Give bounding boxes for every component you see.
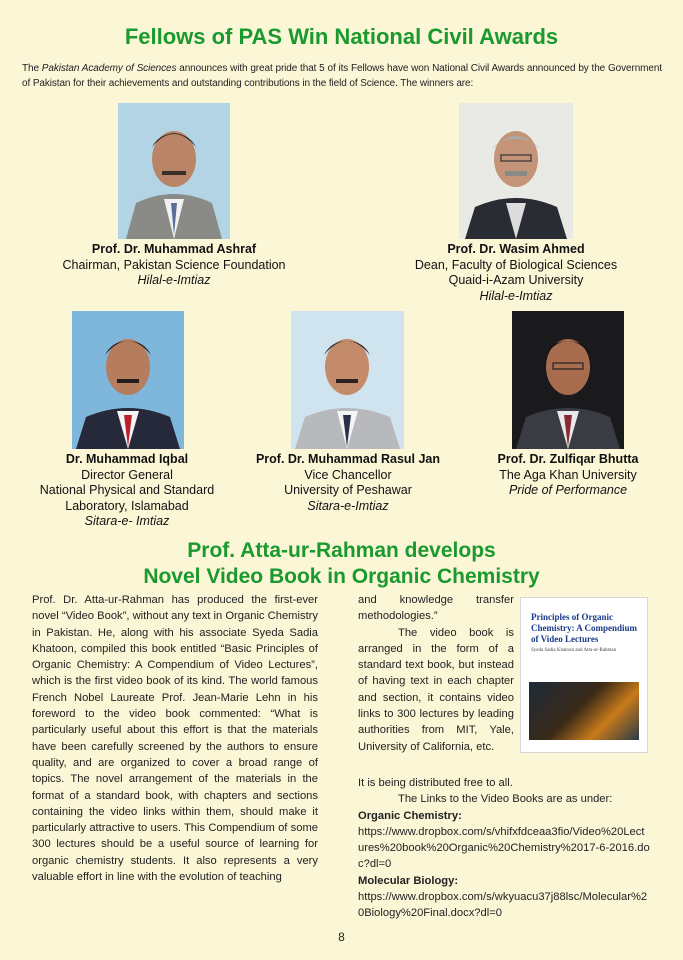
fellow-photo-wasim <box>459 103 573 239</box>
intro-paragraph: The Pakistan Academy of Sciences announces with great pride that 5 of its Fellows have won National Civil Awards announced by the Government of Pakistan for their achievements and outstanding contributions in the field of Science. The winners are: <box>22 63 662 89</box>
fellow-photo-bhutta <box>512 311 624 449</box>
article-right-column-bottom: It is being distributed free to all. The Links to the Video Books are as under: Organic Chemistry: https://www.dropbox.com/s/vhifxfdceaa3fio/Video%20Lectures%20book%20Organic%20Chemistry%2017-6-2016.doc?dl=0 Molecular Biology: https://www.dropbox.com/s/wkyuacu37j88lsc/Molecular%20Biology%20Final.docx?dl=0 <box>358 775 650 922</box>
fellow-photo-rasul-jan <box>291 311 404 449</box>
fellow-caption-rasul-jan: Prof. Dr. Muhammad Rasul Jan Vice Chancellor University of Peshawar Sitara-e-Imtiaz <box>255 452 441 513</box>
molecular-biology-link[interactable]: https://www.dropbox.com/s/wkyuacu37j88lsc/Molecular%20Biology%20Final.docx?dl=0 <box>358 891 648 920</box>
article-title: Prof. Atta-ur-Rahman develops Novel Video Book in Organic Chemistry <box>143 539 540 588</box>
organic-chemistry-link[interactable]: https://www.dropbox.com/s/vhifxfdceaa3fio/Video%20Lectures%20book%20Organic%20Chemistry%2017-6-2016.doc?dl=0 <box>358 825 650 871</box>
fellow-caption-wasim: Prof. Dr. Wasim Ahmed Dean, Faculty of Biological Sciences Quaid-i-Azam University Hilal-e-Imtiaz <box>414 242 618 303</box>
fellow-caption-bhutta: Prof. Dr. Zulfiqar Bhutta The Aga Khan University Pride of Performance <box>497 452 639 497</box>
fellow-caption-ashraf: Prof. Dr. Muhammad Ashraf Chairman, Pakistan Science Foundation Hilal-e-Imtiaz <box>62 242 286 287</box>
article-right-column-top: and knowledge transfer methodologies.” The video book is arranged in the form of a standard text book, but instead of having text in each chapter and section, it contains video links to 300 lectures by leading authorities from MIT, Yale, University of California, etc. <box>358 594 514 753</box>
page-title: Fellows of PAS Win National Civil Awards <box>124 24 559 49</box>
book-cover-image: Principles of Organic Chemistry: A Compendium of Video Lectures Syeda Sadia Khatoon and Atta-ur-Rahman <box>520 597 648 753</box>
fellow-photo-iqbal <box>72 311 184 449</box>
article-left-column: Prof. Dr. Atta-ur-Rahman has produced the first-ever novel “Video Book”, without any text in Organic Chemistry in Pakistan. He, along with his associate Syeda Sadia Khatoon, compiled this book entitled “Basic Principles of Organic Chemistry: A Compendium of Video Lectures”, which is the first video book of its kind. The world famous French Nobel Laureate Prof. Jean-Marie Lehn in his foreword to the video book commented: “What is particularly useful about this effort is that the materials have been carefully screened by the authors to ensure quality, and are organized to cover a broad range of topics. The novel arrangement of the materials in the format of a standard book, with chapters and sections containing the video links within them, should make it particularly attractive to users. This Compendium of some 300 lectures should be a useful source of learning for organic chemistry students. It also represents a very valuable effort in line with the evolution of teaching <box>32 594 318 884</box>
fellow-photo-ashraf <box>118 103 230 239</box>
fellow-caption-iqbal: Dr. Muhammad Iqbal Director General National Physical and Standard Laboratory, Islamabad Sitara-e- Imtiaz <box>39 452 215 528</box>
page-number: 8 <box>338 930 345 944</box>
